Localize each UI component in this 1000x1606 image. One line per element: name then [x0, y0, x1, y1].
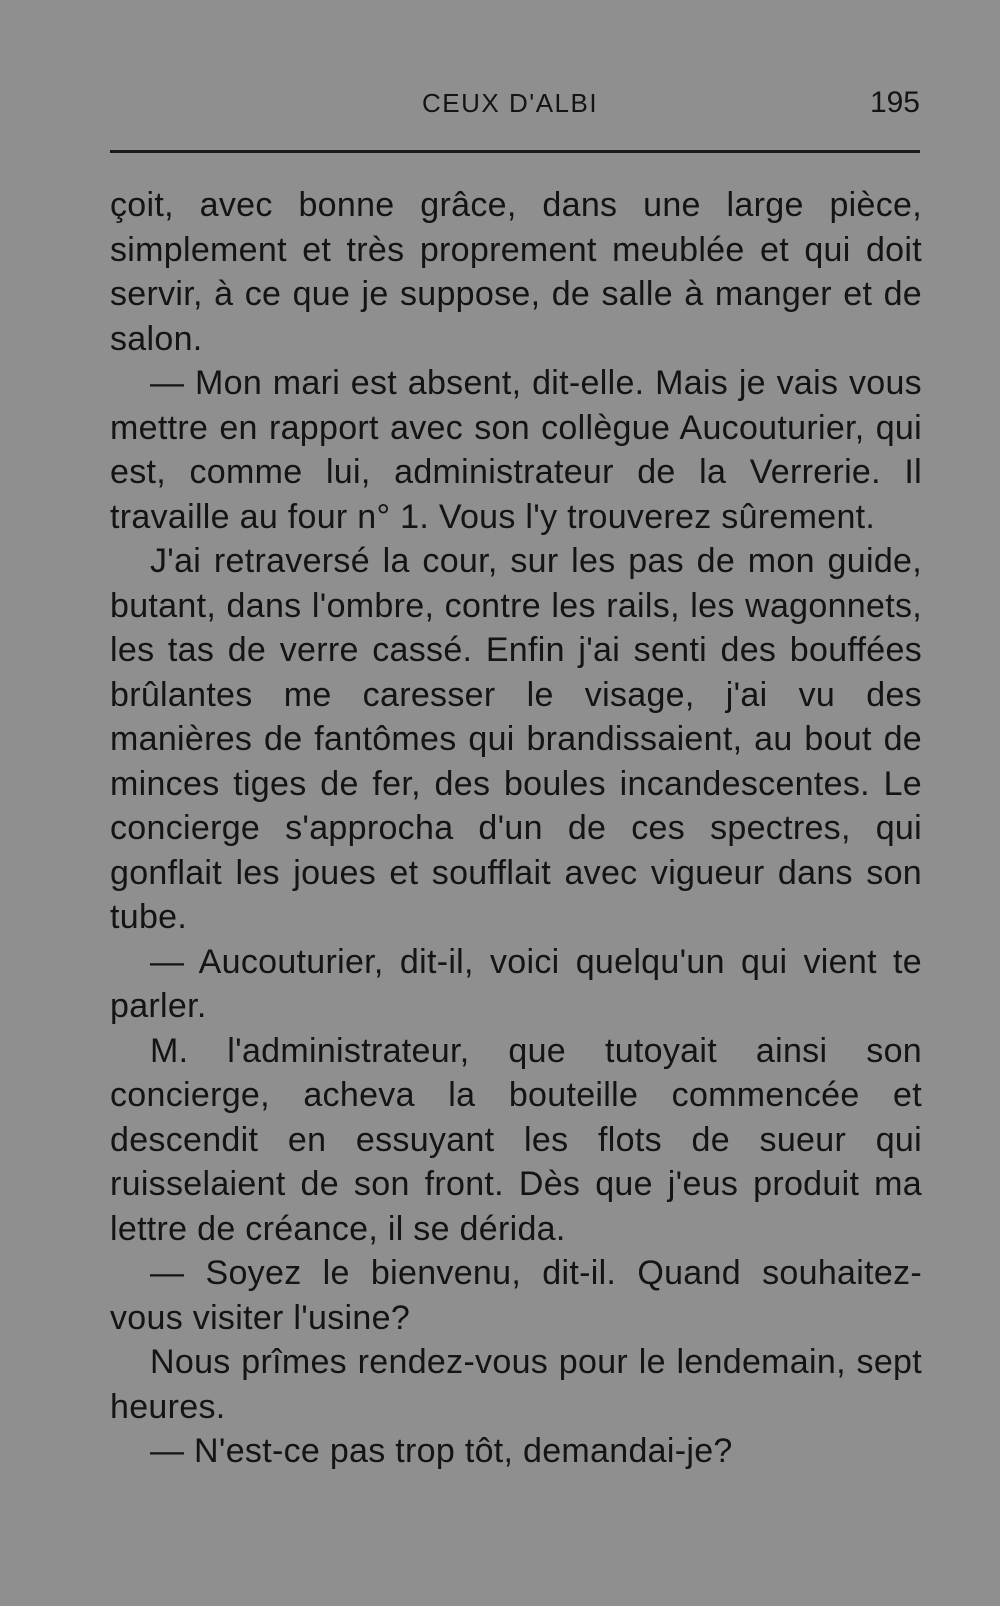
- paragraph-narration-appointment: Nous prîmes rendez-vous pour le lendemain, sept heures.: [110, 1343, 922, 1426]
- body-text: [110, 183, 922, 1474]
- header-rule: [110, 150, 920, 153]
- page-header: [110, 86, 920, 126]
- paragraph-continuation: çoit, avec bonne grâce, dans une large pièce, simplement et très proprement meublée et qui doit servir, à ce que je suppose, de salle à manger et de salon.: [110, 186, 922, 358]
- paragraph-dialogue-concierge: — Aucouturier, dit-il, voici quelqu'un qui vient te parler.: [110, 942, 922, 1025]
- page-number: 195: [869, 86, 920, 119]
- paragraph-narration-administrator: M. l'administrateur, que tutoyait ainsi son concierge, acheva la bouteille commencée et descendit en essuyant les flots de sueur qui ruisselaient de son front. Dès que j'eus produit ma lettre de créance, il se dérida.: [110, 1031, 922, 1248]
- paragraph-dialogue-question: — N'est-ce pas trop tôt, demandai-je?: [150, 1432, 733, 1470]
- running-title: CEUX D'ALBI: [422, 88, 599, 118]
- paragraph-dialogue-welcome: — Soyez le bienvenu, dit-il. Quand souhaitez-vous visiter l'usine?: [110, 1254, 922, 1337]
- paragraph-dialogue-wife: — Mon mari est absent, dit-elle. Mais je vais vous mettre en rapport avec son collègue Aucouturier, qui est, comme lui, administrateur de la Verrerie. Il travaille au four n° 1. Vous l'y trouverez sûrement.: [110, 364, 922, 536]
- paragraph-narration-glassworks: J'ai retraversé la cour, sur les pas de mon guide, butant, dans l'ombre, contre les rails, les wagonnets, les tas de verre cassé. Enfin j'ai senti des bouffées brûlantes me caresser le visage, j'ai vu des manières de fantômes qui brandissaient, au bout de minces tiges de fer, des boules incandescentes. Le concierge s'approcha d'un de ces spectres, qui gonflait les joues et soufflait avec vigueur dans son tube.: [110, 542, 922, 936]
